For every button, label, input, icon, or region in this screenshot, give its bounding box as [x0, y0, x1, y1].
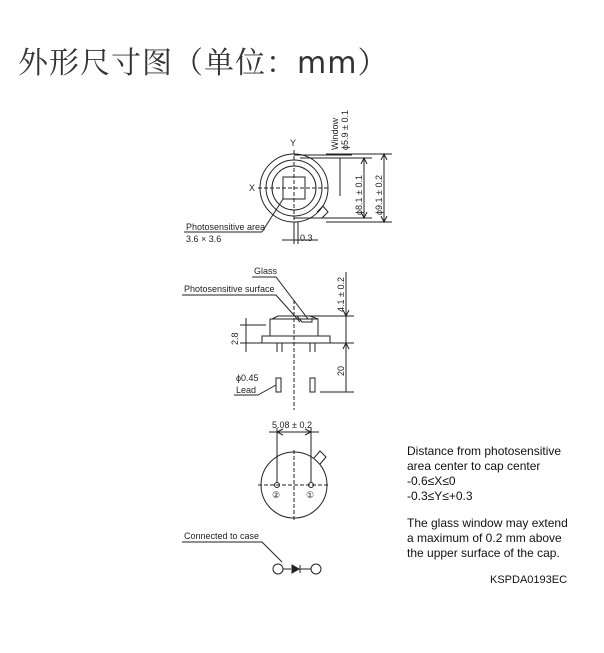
- height-dim: 4.1 ± 0.2: [336, 277, 346, 312]
- flange-dim: 2.8: [230, 332, 240, 345]
- photosensitive-surface-label: Photosensitive surface: [184, 284, 275, 294]
- window-label: Window: [330, 117, 340, 150]
- glass-note: [407, 516, 568, 561]
- diode-symbol: [292, 565, 299, 573]
- pitch-dim: 5.08 ± 0.2: [272, 420, 312, 430]
- tab-dim: 0.3: [300, 233, 313, 243]
- distance-note-line: area center to cap center: [407, 459, 541, 473]
- base-index-tab: [314, 451, 326, 464]
- bottom-pin-2-label: ②: [272, 490, 281, 500]
- glass-label: Glass: [254, 266, 278, 276]
- distance-note: [407, 444, 561, 504]
- photosensitive-area-label: Photosensitive area: [186, 222, 266, 232]
- distance-note-line: Distance from photosensitive: [407, 444, 562, 458]
- schematic-pin-1: [311, 564, 321, 574]
- glass-note-line: a maximum of 0.2 mm above: [407, 531, 562, 545]
- drawing-code: KSPDA0193EC: [490, 574, 568, 586]
- schematic-pin-2: [273, 564, 283, 574]
- dim-8-1: ϕ8.1 ± 0.1: [354, 174, 364, 215]
- lead-length-dim: 20: [336, 365, 346, 376]
- connected-to-case-label: Connected to case: [184, 531, 260, 541]
- distance-note-line: -0.6≤X≤0: [407, 474, 456, 488]
- page-title: 外形尺寸图（单位：mm）: [18, 46, 389, 81]
- lead-dia-label: ϕ0.45: [236, 373, 259, 383]
- glass-note-line: The glass window may extend: [407, 516, 568, 530]
- photosensitive-area-value: 3.6 × 3.6: [186, 234, 222, 244]
- bottom-view: [258, 428, 330, 520]
- connected-leader: [182, 542, 282, 562]
- dim-9-1: ϕ9.1 ± 0.2: [374, 174, 384, 215]
- lead-left: [276, 378, 281, 392]
- lead-label: Lead: [236, 385, 257, 395]
- flange: [262, 336, 330, 343]
- axis-y-label: Y: [290, 138, 297, 148]
- lead-right: [310, 378, 315, 392]
- schematic: [182, 542, 321, 574]
- window-dim: ϕ5.9 ± 0.1: [340, 109, 350, 150]
- glass-note-line: the upper surface of the cap.: [407, 546, 560, 560]
- bottom-pin-1-label: ①: [306, 490, 315, 500]
- distance-note-line: -0.3≤Y≤+0.3: [407, 489, 473, 503]
- axis-x-label: X: [249, 183, 256, 193]
